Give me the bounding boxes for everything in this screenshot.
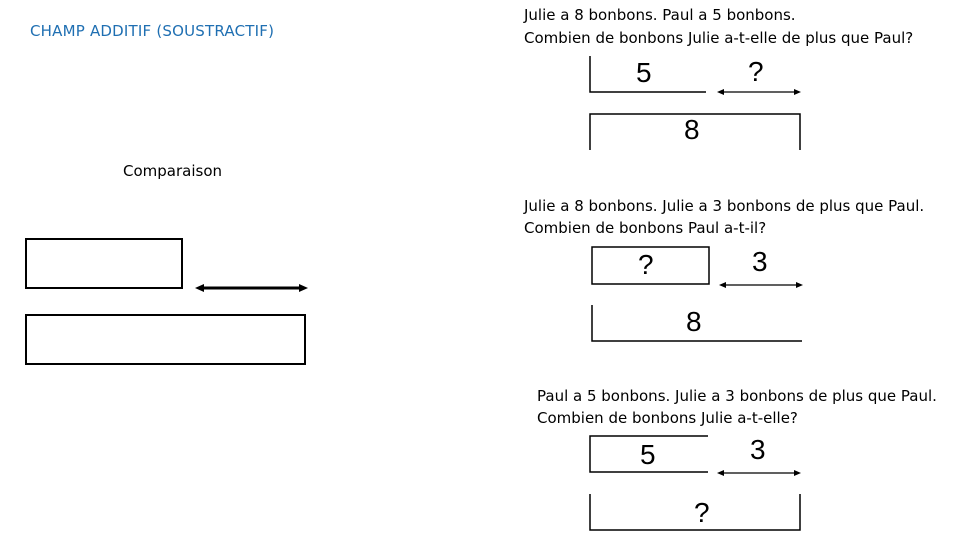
page-title: CHAMP ADDITIF (SOUSTRACTIF) <box>30 22 275 40</box>
problem-2-difference: 3 <box>752 246 768 277</box>
problem-1-small-value: 5 <box>636 57 652 88</box>
problem-3-small-value: 5 <box>640 439 656 470</box>
problem-2-large-value: 8 <box>686 306 702 337</box>
problem-1-line-1: Julie a 8 bonbons. Paul a 5 bonbons. <box>524 6 796 24</box>
problem-2-arrow <box>719 282 803 288</box>
problem-3-line-1: Paul a 5 bonbons. Julie a 3 bonbons de plus que Paul. <box>537 387 937 405</box>
problem-2-line-2: Combien de bonbons Paul a-t-il? <box>524 219 767 237</box>
problem-1-arrow <box>717 89 801 95</box>
problem-3-difference: 3 <box>750 434 766 465</box>
problem-2-small-value: ? <box>638 249 654 280</box>
template-double-arrow <box>195 284 308 292</box>
problem-1-difference: ? <box>748 56 764 87</box>
problem-3-large-value: ? <box>694 497 710 528</box>
problem-1-line-2: Combien de bonbons Julie a-t-elle de plus que Paul? <box>524 29 914 47</box>
section-label: Comparaison <box>123 162 223 180</box>
template-large-box <box>26 315 305 364</box>
problem-1-large-value: 8 <box>684 114 700 145</box>
problem-3-arrow <box>717 470 801 476</box>
problem-2-line-1: Julie a 8 bonbons. Julie a 3 bonbons de plus que Paul. <box>524 197 925 215</box>
problem-3-line-2: Combien de bonbons Julie a-t-elle? <box>537 409 798 427</box>
template-small-box <box>26 239 182 288</box>
